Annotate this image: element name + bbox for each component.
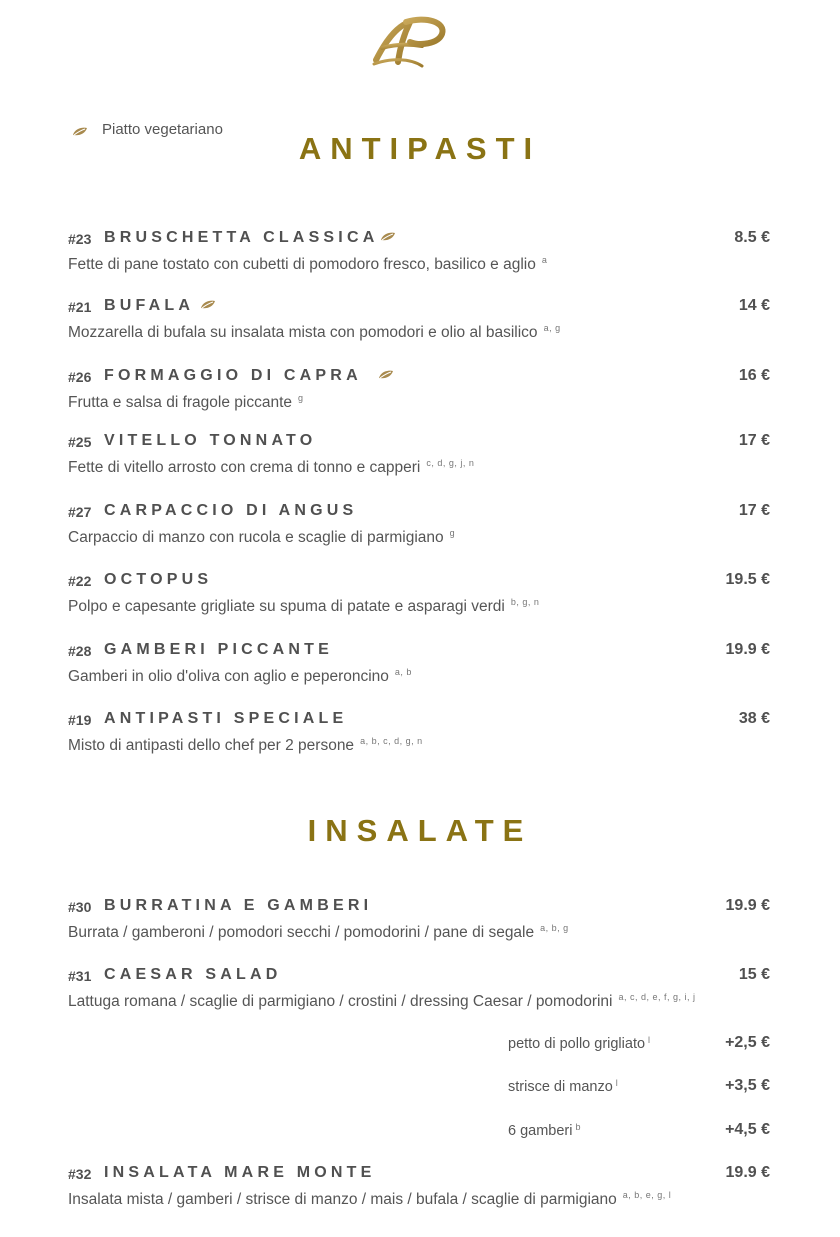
extra-label	[508, 1035, 650, 1052]
item-allergens: a	[541, 255, 548, 265]
item-description-text: Burrata / gamberoni / pomodori secchi / pomodorini / pane di segale	[68, 924, 535, 941]
item-price: 19.9 €	[725, 897, 770, 914]
item-name: INSALATA MARE MONTE	[104, 1164, 376, 1181]
extra-allergens: l	[648, 1035, 651, 1045]
item-description	[68, 255, 547, 274]
menu-item	[68, 641, 770, 691]
item-allergens: a, b, g	[540, 923, 569, 933]
item-price: 38 €	[738, 710, 770, 727]
item-price: 14 €	[738, 297, 770, 314]
extra-price: +2,5 €	[725, 1034, 770, 1051]
extra-label	[508, 1078, 618, 1095]
item-allergens: a, b, c, d, g, n	[360, 736, 423, 746]
menu-item	[68, 367, 770, 417]
item-description-text: Misto di antipasti dello chef per 2 persone	[68, 737, 355, 754]
item-price: 19.9 €	[725, 641, 770, 658]
item-allergens: a, b, e, g, l	[622, 1190, 672, 1200]
item-code: #21	[68, 299, 92, 315]
menu-item	[68, 502, 770, 552]
item-description	[68, 667, 412, 686]
menu-item	[68, 297, 770, 347]
section-title-antipasti: ANTIPASTI	[298, 131, 542, 166]
extra-price: +3,5 €	[725, 1077, 770, 1094]
item-code: #19	[68, 712, 92, 728]
item-name: CAESAR SALAD	[104, 966, 282, 983]
item-description	[68, 923, 569, 942]
item-allergens: a, g	[543, 323, 561, 333]
item-name: FORMAGGIO DI CAPRA	[104, 367, 362, 384]
item-code: #30	[68, 899, 92, 915]
item-name: BRUSCHETTA CLASSICA	[104, 229, 379, 246]
item-price: 8.5 €	[734, 229, 770, 246]
item-description	[68, 1190, 671, 1209]
logo-monogram	[370, 14, 450, 70]
item-code: #25	[68, 434, 92, 450]
item-code: #26	[68, 369, 92, 385]
item-description-text: Fette di vitello arrosto con crema di tonno e capperi	[68, 459, 421, 476]
menu-item	[68, 710, 770, 760]
item-description-text: Fette di pane tostato con cubetti di pomodoro fresco, basilico e aglio	[68, 256, 536, 273]
item-name: BURRATINA E GAMBERI	[104, 897, 373, 914]
menu-item	[68, 571, 770, 621]
menu-item	[68, 897, 770, 947]
extra-option	[508, 1078, 770, 1100]
extra-label-text: petto di pollo grigliato	[508, 1036, 646, 1052]
menu-item	[68, 1164, 770, 1214]
extra-label	[508, 1122, 581, 1139]
item-price: 19.5 €	[725, 571, 770, 588]
item-code: #31	[68, 968, 92, 984]
item-code: #22	[68, 573, 92, 589]
legend-label: Piatto vegetariano	[102, 121, 223, 138]
item-description-text: Polpo e capesante grigliate su spuma di patate e asparagi verdi	[68, 598, 505, 615]
item-description	[68, 323, 561, 342]
item-description-text: Mozzarella di bufala su insalata mista con pomodori e olio al basilico	[68, 324, 538, 341]
item-name: BUFALA	[104, 297, 195, 314]
item-allergens: a, c, d, e, f, g, i, j	[618, 992, 696, 1002]
extra-price: +4,5 €	[725, 1121, 770, 1138]
extra-option	[508, 1122, 770, 1144]
item-description-text: Lattuga romana / scaglie di parmigiano / crostini / dressing Caesar / pomodorini	[68, 993, 613, 1010]
item-code: #23	[68, 231, 92, 247]
extra-allergens: l	[615, 1078, 618, 1088]
menu-item	[68, 432, 770, 482]
item-name: CARPACCIO DI ANGUS	[104, 502, 358, 519]
leaf-icon	[200, 299, 216, 310]
menu-item	[68, 966, 770, 1016]
item-allergens: g	[298, 393, 304, 403]
leaf-icon	[378, 369, 394, 380]
item-description-text: Insalata mista / gamberi / strisce di manzo / mais / bufala / scaglie di parmigiano	[68, 1191, 617, 1208]
item-description-text: Carpaccio di manzo con rucola e scaglie di parmigiano	[68, 529, 444, 546]
item-description	[68, 458, 474, 477]
item-description	[68, 597, 539, 616]
item-description	[68, 528, 455, 547]
extra-label-text: 6 gamberi	[508, 1123, 573, 1139]
item-description-text: Frutta e salsa di fragole piccante	[68, 394, 293, 411]
menu-item	[68, 229, 770, 279]
item-description	[68, 393, 304, 412]
extra-allergens: b	[575, 1122, 581, 1132]
item-description	[68, 992, 696, 1011]
item-price: 16 €	[738, 367, 770, 384]
extra-option	[508, 1035, 770, 1057]
item-description-text: Gamberi in olio d'oliva con aglio e peperoncino	[68, 668, 389, 685]
item-allergens: b, g, n	[510, 597, 540, 607]
section-title-insalate: INSALATE	[307, 813, 533, 848]
item-name: VITELLO TONNATO	[104, 432, 317, 449]
item-allergens: c, d, g, j, n	[426, 458, 475, 468]
item-price: 19.9 €	[725, 1164, 770, 1181]
item-name: ANTIPASTI SPECIALE	[104, 710, 348, 727]
item-code: #27	[68, 504, 92, 520]
item-price: 15 €	[738, 966, 770, 983]
item-allergens: a, b	[394, 667, 412, 677]
item-price: 17 €	[738, 502, 770, 519]
leaf-icon	[380, 231, 396, 242]
extra-label-text: strisce di manzo	[508, 1079, 613, 1095]
item-name: GAMBERI PICCANTE	[104, 641, 333, 658]
item-name: OCTOPUS	[104, 571, 213, 588]
item-code: #32	[68, 1166, 92, 1182]
item-code: #28	[68, 643, 92, 659]
item-allergens: g	[449, 528, 456, 538]
item-price: 17 €	[738, 432, 770, 449]
item-description	[68, 736, 423, 755]
